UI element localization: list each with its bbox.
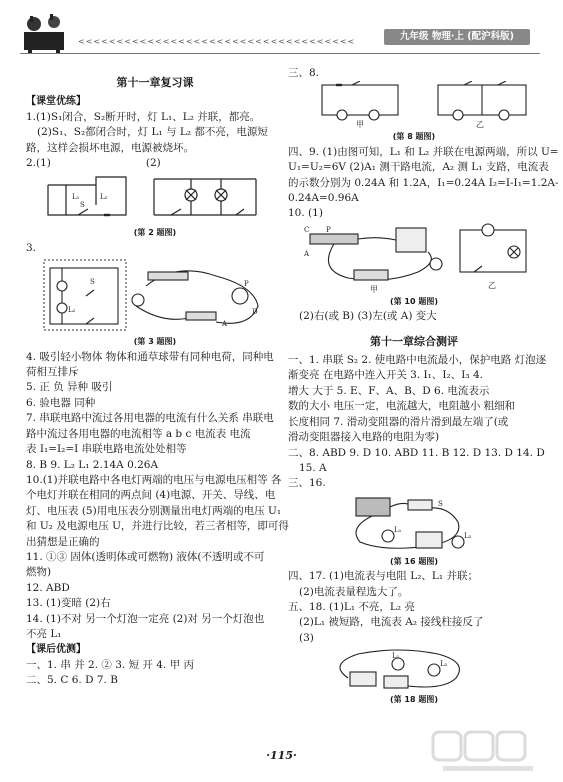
header-divider [20, 53, 540, 54]
svg-text:D: D [252, 308, 258, 317]
answer-line: 15. A [299, 461, 327, 474]
circuit-diagram-q3 [26, 256, 284, 334]
figure-caption: (第 18 题图) [389, 695, 438, 705]
answer-line: 三、8. [288, 67, 320, 79]
fig10-label-b: 乙 [488, 280, 496, 290]
figure-q2 [26, 171, 284, 225]
answer-line: 燃物) [26, 566, 52, 579]
section-heading: 【课后优测】 [26, 644, 86, 656]
answer-line: 的示数分别为 0.24A 和 1.2A，I₁=0.24A I₂=I-I₁=1.2A- [288, 176, 559, 189]
figure-caption: (第 10 题图) [389, 296, 438, 306]
svg-text:C: C [304, 225, 310, 234]
answer-line: 增大 大于 5. E、F、A、B、D 6. 电流表示 [288, 384, 490, 397]
right-column [288, 66, 559, 708]
svg-text:S: S [438, 499, 443, 508]
svg-text:A: A [304, 249, 310, 258]
chapter-review-title: 第十一章复习课 [116, 76, 194, 89]
answer-line: 灯、电压表 (5)用电压表分别测量出电灯两端的电压 U₁ [26, 504, 282, 517]
answer-line: 10.(1)并联电路中各电灯两端的电压与电源电压相等 各 [26, 473, 282, 486]
figure-caption: (第 2 题图) [133, 228, 177, 238]
answer-line: 五、18. (1)L₁ 不亮，L₂ 亮 [288, 600, 415, 613]
svg-text:L₂: L₂ [100, 193, 108, 202]
answer-line: 13. (1)变暗 (2)右 [26, 597, 111, 610]
answer-line: 路，这样会损坏电源，电源被烧坏。 [26, 141, 194, 154]
circuit-diagram-q18 [288, 646, 540, 692]
svg-text:S: S [80, 201, 85, 210]
svg-text:L₁: L₁ [72, 193, 80, 202]
answer-line: 二、8. ABD 9. D 10. ABD 11. B 12. D 13. D 14. D [288, 446, 545, 459]
figure-caption: (第 16 题图) [389, 556, 438, 566]
answer-line: U₁=U₂=6V (2)A₁ 测干路电流，A₂ 测 L₁ 支路，电流表 [288, 161, 549, 174]
answer-line: 数的大小 电压一定，电流越大，电阻越小 粗细和 [288, 400, 516, 413]
left-column [26, 66, 289, 689]
answer-line: 四、9. (1)由图可知，L₁ 和 L₂ 并联在电源两端，所以 U= [288, 145, 559, 158]
figure-q18 [288, 646, 540, 692]
page-number: ·115· [266, 749, 297, 762]
svg-text:A: A [222, 320, 228, 329]
watermark-logo-icon [429, 728, 549, 774]
answer-line: 二、5. C 6. D 7. B [26, 674, 118, 687]
svg-text:P: P [244, 280, 249, 289]
figure-q16 [288, 492, 540, 554]
figure-q10 [288, 222, 540, 294]
answer-line: 表 I₁=I₂=I 串联电路电流处处相等 [26, 443, 187, 456]
answer-line: 3. [26, 241, 37, 254]
answer-line: 6. 验电器 同种 [26, 396, 96, 409]
figure-caption: (第 3 题图) [133, 337, 177, 347]
figure-caption: (第 8 题图) [392, 132, 436, 142]
fig10-label-a: 甲 [370, 284, 378, 294]
answer-line: 荷相互排斥 [26, 366, 79, 379]
svg-text:L₁: L₁ [394, 525, 402, 534]
answer-line: (2)L₁ 被短路，电流表 A₂ 接线柱接反了 [299, 616, 484, 629]
answer-line: (2)电流表量程选大了。 [299, 585, 409, 598]
svg-text:L₂: L₂ [440, 660, 448, 669]
answer-line: 渐变亮 在电路中连入开关 3. I₁、I₂、I₃ 4. [288, 369, 483, 382]
fig8-label-b: 乙 [476, 120, 484, 130]
header-arrows: <<<<<<<<<<<<<<<<<<<<<<<<<<<<<<<<<<<< [78, 37, 356, 46]
answer-line: 10. (1) [288, 207, 323, 220]
svg-text:L₁: L₁ [392, 652, 400, 661]
answer-line: 2.(1) (2) [26, 157, 161, 170]
circuit-diagram-q2 [26, 171, 284, 225]
answer-line: 个电灯并联在相同的两点间 (4)电源、开关、导线、电 [26, 489, 276, 502]
answer-line: 滑动变阻器接入电路的电阻为零) [288, 431, 440, 444]
answer-line: 8. B 9. L₂ L₁ 2.14A 0.26A [26, 458, 159, 471]
answer-line: (2)右(或 B) (3)左(或 A) 变大 [299, 310, 437, 323]
answer-line: 5. 正 负 异种 吸引 [26, 381, 113, 394]
answer-line: 不亮 L₁ [26, 627, 62, 640]
book-title-band: 九年级 物理·上 (配沪科版) [384, 29, 530, 45]
answer-line: (2)S₁、S₂都闭合时，灯 L₁ 与 L₂ 都不亮，电源短 [37, 126, 268, 139]
figure-q8 [288, 81, 540, 129]
answer-line: 出猜想是正确的 [26, 535, 100, 548]
answer-line: 四、17. (1)电流表与电阻 L₂、L₁ 并联； [288, 570, 478, 583]
answer-line: 一、1. 串 并 2. ② 3. 短 开 4. 甲 丙 [26, 658, 194, 671]
answer-line: 12. ABD [26, 581, 70, 594]
svg-text:S: S [90, 278, 95, 287]
chapter-test-title: 第十一章综合测评 [370, 334, 458, 348]
fig8-label-a: 甲 [356, 120, 364, 130]
circuit-diagram-q16 [288, 492, 540, 554]
cartoon-logo-icon [20, 12, 70, 54]
answer-line: 路中流过各用电器的电流相等 a b c 电流表 电流 [26, 427, 251, 440]
answer-line: 1.(1)S₁闭合，S₂断开时，灯 L₁、L₂ 并联，都亮。 [26, 110, 261, 123]
answer-line: 三、16. [288, 477, 326, 490]
answer-line: 14. (1)不对 另一个灯泡一定亮 (2)对 另一个灯泡也 [26, 612, 265, 625]
page-header [0, 0, 563, 58]
svg-text:L₂: L₂ [68, 306, 76, 315]
svg-text:P: P [326, 225, 331, 234]
svg-text:L₂: L₂ [464, 531, 472, 540]
figure-q3 [26, 256, 284, 334]
answer-line: 4. 吸引轻小物体 物体和通草球带有同种电荷，同种电 [26, 350, 274, 363]
answer-line: 和 U₂ 及电源电压 U，并进行比较，若三者相等，即可得 [26, 520, 289, 533]
answer-line: 一、1. 串联 S₂ 2. 使电路中电流最小，保护电路 灯泡逐 [288, 354, 547, 367]
answer-line: 长度相同 7. 滑动变阻器的滑片滑到最左端了(或 [288, 415, 509, 428]
answer-line: 7. 串联电路中流过各用电器的电流有什么关系 串联电 [26, 412, 274, 425]
answer-line: (3) [299, 631, 314, 644]
circuit-diagram-q10 [288, 222, 540, 294]
answer-line: 11. ①③ 固体(透明体或可燃物) 液体(不透明或不可 [26, 550, 265, 563]
circuit-diagram-q8 [288, 81, 540, 129]
section-heading: 【课堂优练】 [26, 96, 86, 108]
answer-line: 0.24A=0.96A [288, 192, 359, 205]
